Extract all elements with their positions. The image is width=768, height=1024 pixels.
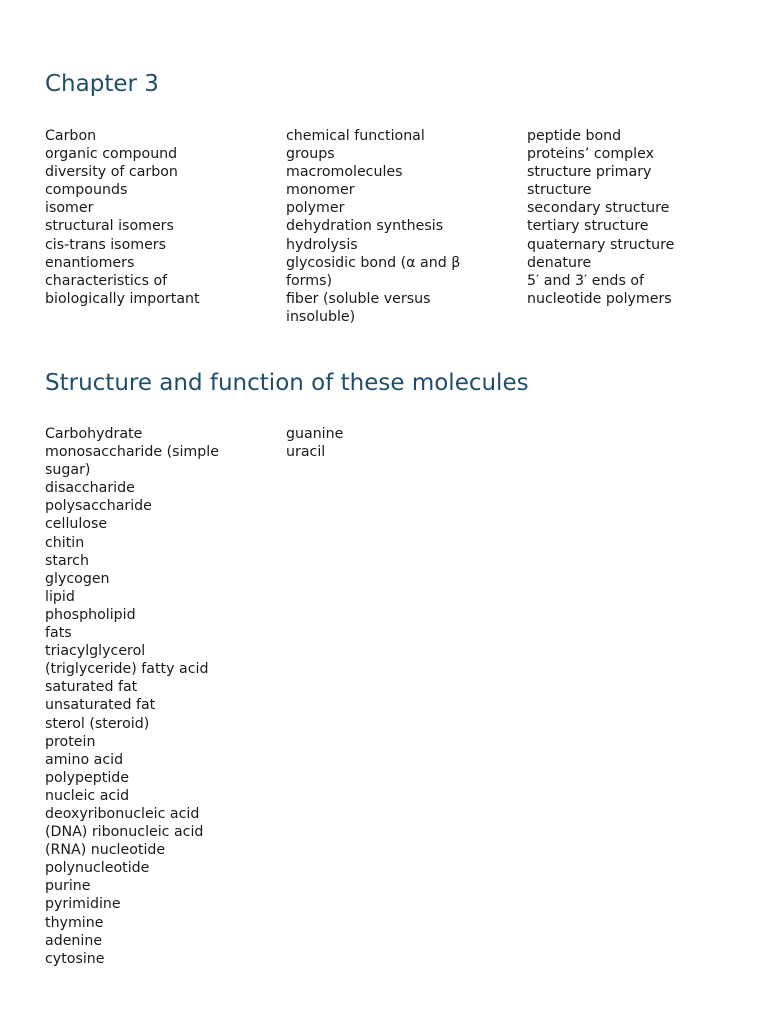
term-item: tertiary structure	[527, 218, 649, 235]
term-item: glycogen	[45, 570, 110, 587]
term-item: pyrimidine	[45, 896, 121, 913]
term-item: Carbon	[45, 128, 97, 144]
term-item: hydrolysis	[286, 236, 358, 253]
molecule-column-1	[45, 425, 219, 968]
term-item: fiber (soluble versus	[286, 290, 431, 307]
term-item: triacylglycerol	[45, 643, 146, 660]
term-item: guanine	[286, 426, 344, 442]
term-item: characteristics of	[45, 272, 168, 289]
term-item: 5′ and 3′ ends of	[527, 272, 645, 289]
term-item: polysaccharide	[45, 498, 152, 515]
molecule-column-2	[286, 425, 343, 461]
term-item: monosaccharide (simple	[45, 444, 219, 461]
term-item: uracil	[286, 444, 326, 461]
term-column-1	[45, 127, 200, 308]
term-item: dehydration synthesis	[286, 218, 444, 235]
term-item: monomer	[286, 182, 355, 199]
term-item: structure primary	[527, 164, 652, 181]
term-item: cytosine	[45, 950, 105, 967]
term-item: purine	[45, 878, 91, 895]
term-item: quaternary structure	[527, 236, 675, 253]
term-item: amino acid	[45, 751, 124, 768]
term-item: diversity of carbon	[45, 164, 178, 181]
term-item: cellulose	[45, 516, 108, 533]
term-item: adenine	[45, 932, 103, 949]
term-column-3	[527, 127, 674, 308]
term-item: phospholipid	[45, 606, 136, 623]
term-column-2	[286, 127, 460, 326]
term-item: secondary structure	[527, 200, 670, 217]
term-item: (RNA) nucleotide	[45, 842, 166, 859]
term-item: (triglyceride) fatty acid	[45, 661, 209, 678]
term-item: macromolecules	[286, 164, 403, 181]
term-item: polypeptide	[45, 769, 130, 786]
term-item: denature	[527, 254, 592, 271]
term-item: structural isomers	[45, 218, 174, 235]
term-item: groups	[286, 146, 335, 163]
term-item: compounds	[45, 182, 128, 199]
term-item: (DNA) ribonucleic acid	[45, 824, 204, 841]
term-item: sterol (steroid)	[45, 715, 150, 732]
term-item: forms)	[286, 272, 333, 289]
term-item: enantiomers	[45, 254, 135, 271]
term-item: polynucleotide	[45, 860, 150, 877]
term-item: saturated fat	[45, 679, 138, 696]
term-item: chemical functional	[286, 128, 425, 144]
term-item: disaccharide	[45, 480, 135, 497]
term-item: nucleic acid	[45, 787, 130, 804]
term-item: sugar)	[45, 462, 91, 479]
term-item: insoluble)	[286, 308, 356, 325]
term-item: peptide bond	[527, 128, 622, 144]
term-item: nucleotide polymers	[527, 290, 672, 307]
term-item: biologically important	[45, 290, 200, 307]
term-item: deoxyribonucleic acid	[45, 805, 200, 822]
term-item: protein	[45, 733, 96, 750]
term-item: unsaturated fat	[45, 697, 156, 714]
term-item: glycosidic bond (α and β	[286, 254, 461, 271]
term-item: fats	[45, 625, 72, 642]
term-item: polymer	[286, 200, 345, 217]
term-item: organic compound	[45, 146, 178, 163]
term-item: Carbohydrate	[45, 426, 143, 442]
term-item: thymine	[45, 914, 104, 931]
term-item: proteins’ complex	[527, 146, 654, 163]
term-item: chitin	[45, 534, 85, 551]
chapter-heading: Chapter 3	[45, 71, 159, 97]
term-item: isomer	[45, 200, 94, 217]
term-item: structure	[527, 182, 592, 199]
term-item: cis-trans isomers	[45, 236, 167, 253]
section-heading: Structure and function of these molecules	[45, 370, 529, 396]
term-item: lipid	[45, 588, 75, 605]
term-item: starch	[45, 552, 89, 569]
